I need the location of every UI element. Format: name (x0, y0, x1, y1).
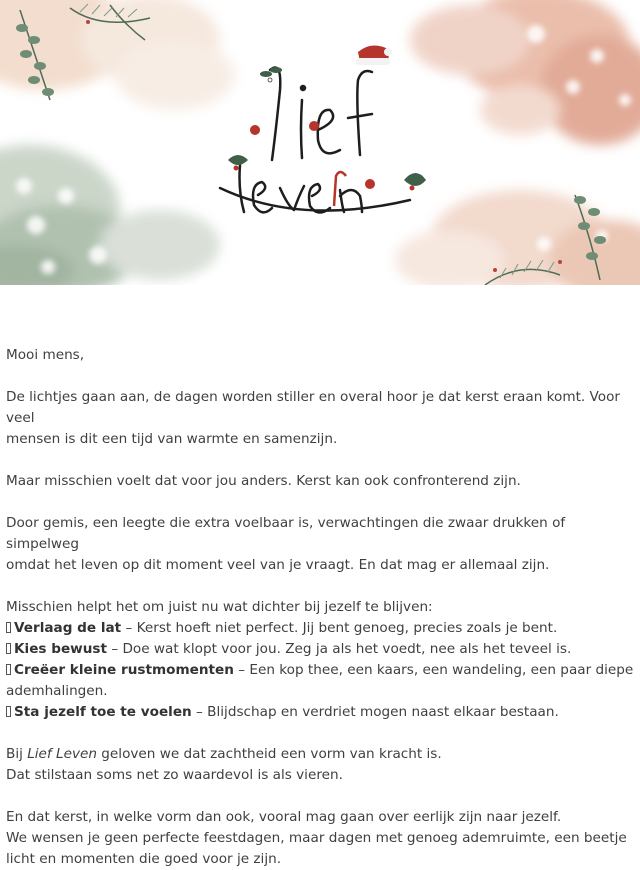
paragraph-closing: En dat kerst, in welke vorm dan ook, vooral mag gaan over eerlijk zijn naar jezelf. We wensen je geen perfecte feestdagen, maar dagen met genoeg ademruimte, een beetje licht en momenten die goed voor je zijn. (6, 809, 627, 867)
list-item: Kies bewust – Doe wat klopt voor jou. Zeg ja als het voedt, nee als het teveel is. (6, 639, 634, 660)
checkbox-glyph-icon (6, 706, 11, 717)
brand-name: Lief Leven (27, 746, 97, 762)
list-item: Verlaag de lat – Kerst hoeft niet perfect. Jij bent genoeg, precies zoals je bent. (6, 618, 634, 639)
email-body (0, 345, 640, 870)
list-intro: Misschien helpt het om juist nu wat dichter bij jezelf te blijven: (6, 599, 433, 615)
santa-hat-icon (356, 45, 392, 65)
watercolor-illustration (0, 0, 640, 285)
paragraph-intro: De lichtjes gaan aan, de dagen worden stiller en overal hoor je dat kerst eraan komt. Voor veel mensen is dit een tijd van warmte en samenzijn. (6, 389, 621, 447)
header-banner (0, 0, 640, 285)
paragraph-loss: Door gemis, een leegte die extra voelbaar is, verwachtingen die zwaar drukken of simpelweg omdat het leven op dit moment veel van je vraagt. En dat mag er allemaal zijn. (6, 515, 566, 573)
paragraph-brand: Bij Lief Leven geloven we dat zachtheid een vorm van kracht is. Dat stilstaan soms net zo waardevol is als vieren. (6, 746, 442, 783)
lief-leven-logo (220, 68, 410, 213)
checkbox-glyph-icon (6, 643, 11, 654)
list-item-continued: ademhalingen. (6, 683, 108, 699)
ornament-icon (250, 121, 375, 189)
checkbox-glyph-icon (6, 664, 11, 675)
paragraph-different: Maar misschien voelt dat voor jou anders. Kerst kan ook confronterend zijn. (6, 473, 521, 489)
checkbox-glyph-icon (6, 622, 11, 633)
list-item: Sta jezelf toe te voelen – Blijdschap en verdriet mogen naast elkaar bestaan. (6, 702, 634, 723)
greeting: Mooi mens, (6, 347, 85, 363)
list-item: Creëer kleine rustmomenten – Een kop thee, een kaars, een wandeling, een paar diepe (6, 660, 634, 681)
